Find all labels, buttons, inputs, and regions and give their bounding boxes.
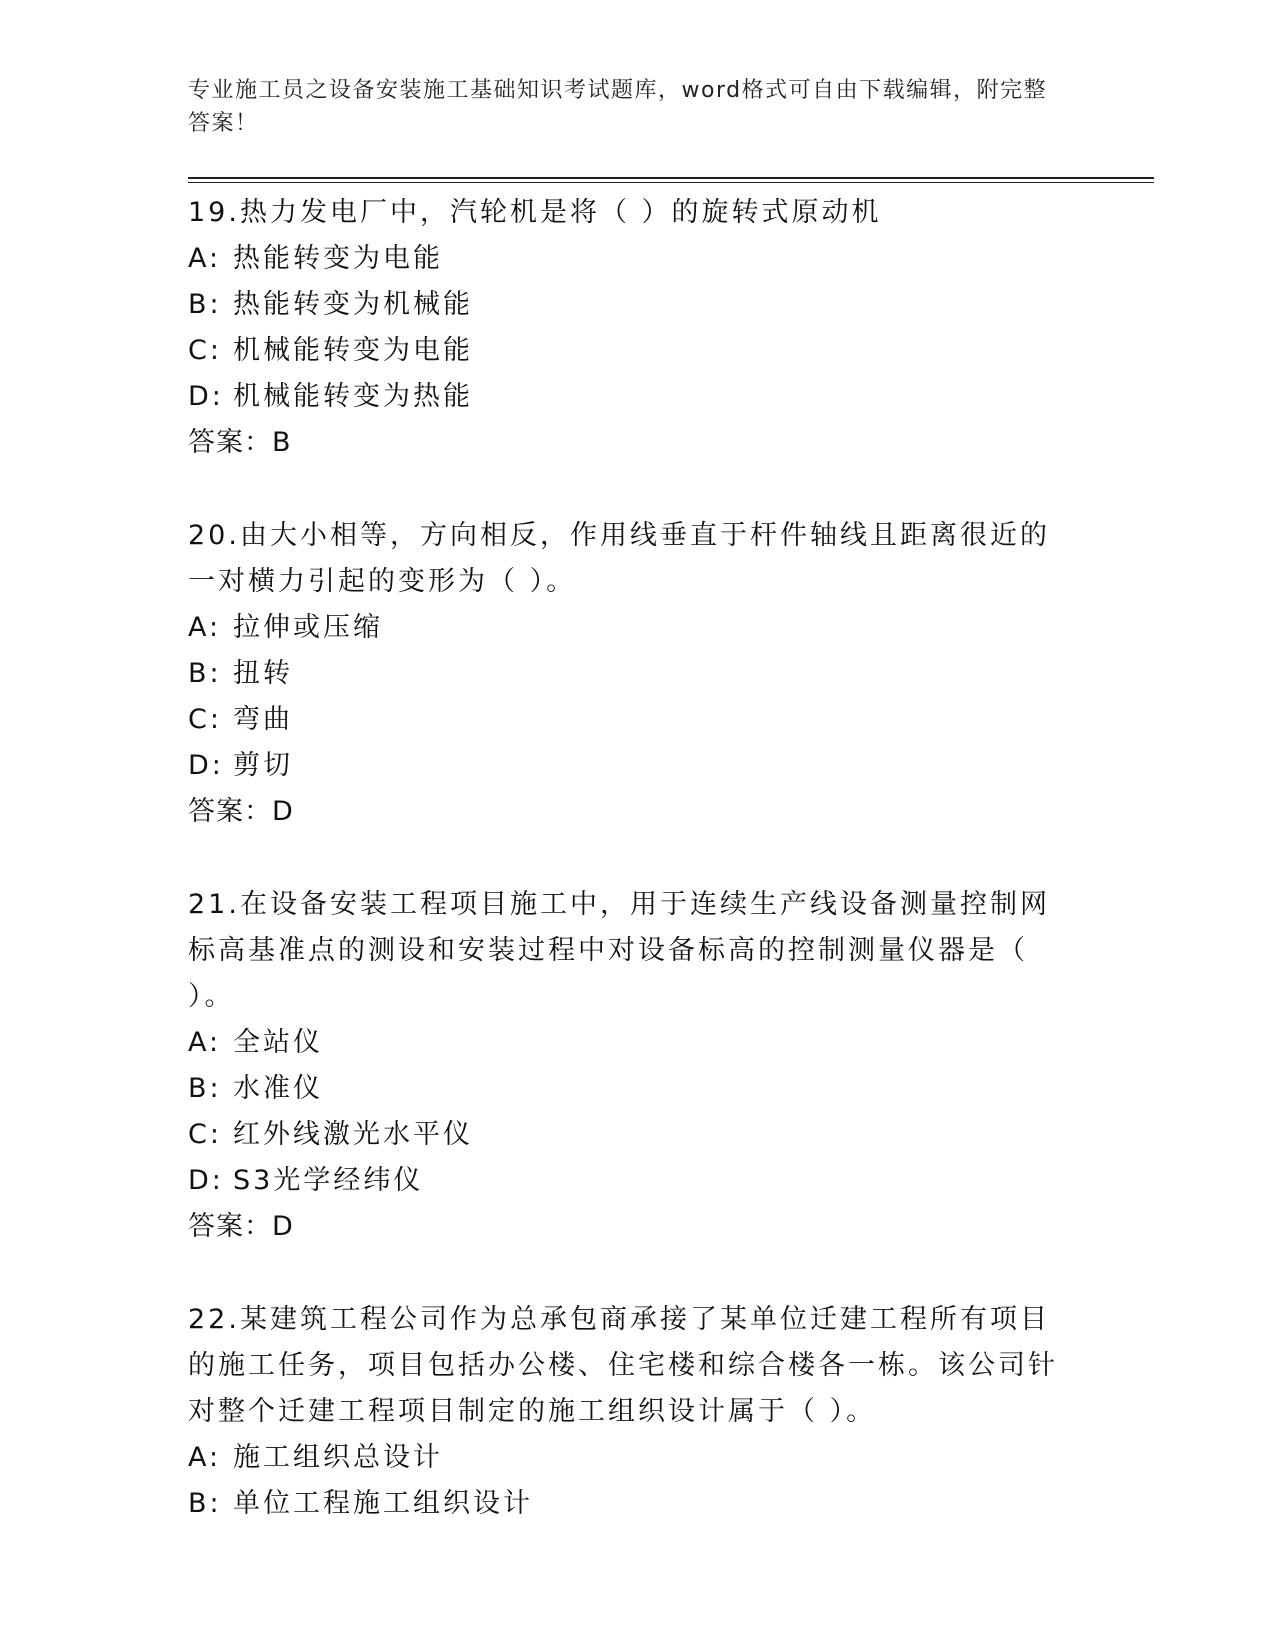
question-20 <box>188 513 1088 835</box>
option-b <box>188 651 1088 697</box>
option-letter: D: <box>188 750 224 781</box>
answer-line: 答案：B <box>188 427 292 458</box>
option-letter: D: <box>188 1165 224 1196</box>
option-letter: B: <box>188 1488 222 1519</box>
option-c <box>188 328 1088 374</box>
option-text: 扭转 <box>233 658 293 689</box>
option-text: S3光学经纬仪 <box>233 1165 424 1196</box>
option-text: 弯曲 <box>233 704 293 735</box>
question-21 <box>188 882 1088 1250</box>
option-text: 红外线激光水平仪 <box>233 1119 473 1150</box>
option-text: 机械能转变为电能 <box>233 335 473 366</box>
option-d <box>188 374 1088 420</box>
option-text: 拉伸或压缩 <box>233 612 383 643</box>
option-b <box>188 1066 1088 1112</box>
option-letter: C: <box>188 1119 222 1150</box>
question-text: 19.热力发电厂中，汽轮机是将（ ）的旋转式原动机 <box>188 197 882 228</box>
question-22 <box>188 1297 1088 1527</box>
option-c <box>188 1112 1088 1158</box>
option-a <box>188 605 1088 651</box>
option-text: 施工组织总设计 <box>233 1442 443 1473</box>
option-letter: A: <box>188 243 222 274</box>
option-c <box>188 697 1088 743</box>
question-19 <box>188 190 1088 466</box>
question-text: 22.某建筑工程公司作为总承包商承接了某单位迁建工程所有项目的施工任务，项目包括办公楼、住宅楼和综合楼各一栋。该公司针对整个迁建工程项目制定的施工组织设计属于（ ）。 <box>188 1304 1058 1427</box>
option-letter: A: <box>188 1027 222 1058</box>
document-header: 专业施工员之设备安装施工基础知识考试题库，word格式可自由下载编辑，附完整答案！ <box>188 78 1048 136</box>
question-list <box>188 190 1088 1574</box>
option-d <box>188 1158 1088 1204</box>
option-letter: B: <box>188 289 222 320</box>
answer-line: 答案：D <box>188 796 294 827</box>
question-text: 21.在设备安装工程项目施工中，用于连续生产线设备测量控制网标高基准点的测设和安装过程中对设备标高的控制测量仪器是（ ）。 <box>188 889 1050 1012</box>
option-text: 水准仪 <box>233 1073 323 1104</box>
option-letter: C: <box>188 335 222 366</box>
option-a <box>188 1435 1088 1481</box>
option-letter: A: <box>188 1442 222 1473</box>
option-text: 单位工程施工组织设计 <box>233 1488 533 1519</box>
option-b <box>188 1481 1088 1527</box>
header-divider <box>188 177 1154 179</box>
option-letter: D: <box>188 381 224 412</box>
option-letter: B: <box>188 658 222 689</box>
option-d <box>188 743 1088 789</box>
answer-line: 答案：D <box>188 1211 294 1242</box>
option-a <box>188 236 1088 282</box>
option-text: 热能转变为机械能 <box>233 289 473 320</box>
option-letter: C: <box>188 704 222 735</box>
option-b <box>188 282 1088 328</box>
option-text: 全站仪 <box>233 1027 323 1058</box>
option-letter: B: <box>188 1073 222 1104</box>
option-a <box>188 1020 1088 1066</box>
option-text: 剪切 <box>233 750 293 781</box>
option-text: 热能转变为电能 <box>233 243 443 274</box>
header-divider-thin <box>188 182 1154 183</box>
question-text: 20.由大小相等，方向相反，作用线垂直于杆件轴线且距离很近的一对横力引起的变形为（ ）。 <box>188 520 1050 597</box>
option-text: 机械能转变为热能 <box>233 381 473 412</box>
option-letter: A: <box>188 612 222 643</box>
